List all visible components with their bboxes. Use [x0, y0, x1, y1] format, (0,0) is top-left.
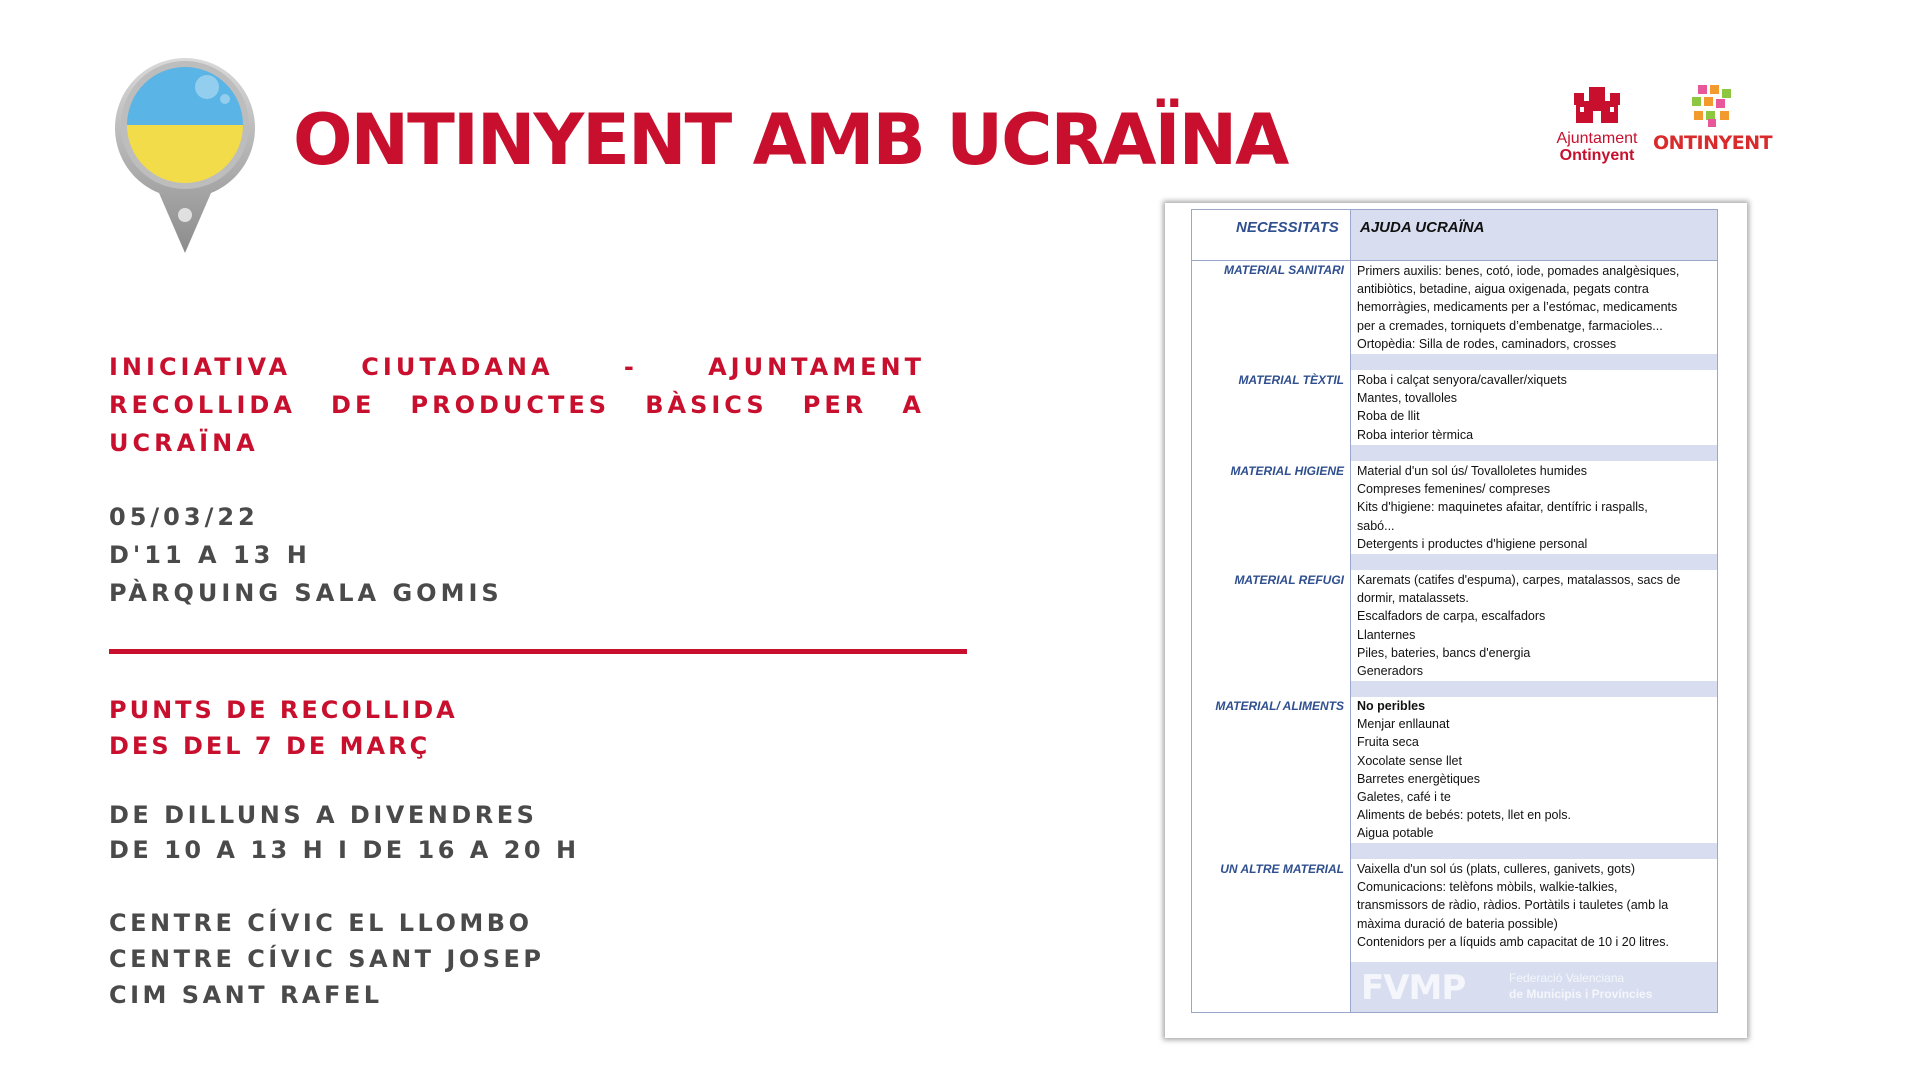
item-line: Compreses femenines/ compreses: [1357, 482, 1551, 497]
ajuntament-logo-line1: Ajuntament: [1556, 130, 1638, 147]
item-line: Detergents i productes d'higiene personal: [1357, 536, 1588, 551]
event-time: D'11 A 13 H: [109, 541, 311, 569]
intro-word: INICIATIVA: [109, 353, 292, 381]
needs-document: [1165, 203, 1747, 1038]
intro-word: A: [902, 391, 925, 419]
item-line: hemorràgies, medicaments per a l’estómac, medicaments: [1357, 300, 1678, 315]
item-line: Aliments de bebés: potets, llet en pols.: [1357, 808, 1572, 823]
intro-word: AJUNTAMENT: [708, 353, 925, 381]
item-line: Aigua potable: [1357, 826, 1434, 841]
item-line: Material d'un sol ús/ Tovalloletes humides: [1357, 464, 1588, 478]
item-line: Comunicacions: telèfons mòbils, walkie-talkies,: [1357, 880, 1618, 895]
intro-word: BÀSICS: [645, 391, 768, 419]
collection-points-title: [109, 692, 458, 764]
intro-word: DE: [331, 391, 376, 419]
item-line: transmissors de ràdio, ràdios. Portàtils i tauletes (amb la: [1357, 898, 1669, 913]
collection-title-line1: PUNTS DE RECOLLIDA: [109, 696, 458, 724]
ajuntament-logo-line2: Ontinyent: [1559, 147, 1635, 164]
intro-line-2: [109, 386, 925, 424]
collection-place: CENTRE CÍVIC EL LLOMBO: [109, 909, 533, 937]
category-label: MATERIAL HIGIENE: [1230, 464, 1344, 478]
item-line: Vaixella d'un sol ús (plats, culleres, ganivets, gots): [1357, 862, 1635, 876]
intro-line-1: [109, 348, 925, 386]
ukraine-flag-pin-icon: [107, 55, 263, 255]
schedule-days: DE DILLUNS A DIVENDRES: [109, 801, 538, 829]
header-ajuda: AJUDA UCRAÏNA: [1360, 219, 1485, 236]
collection-place: CIM SANT RAFEL: [109, 981, 383, 1009]
item-line: Roba i calçat senyora/cavaller/xiquets: [1357, 373, 1567, 387]
intro-word: PRODUCTES: [410, 391, 611, 419]
fvmp-sub-line2: de Municipis i Províncies: [1509, 987, 1653, 1001]
category-items: [1357, 860, 1712, 951]
item-line: dormir, matalassets.: [1357, 591, 1469, 606]
collection-schedule: [109, 798, 580, 868]
intro-word: RECOLLIDA: [109, 391, 296, 419]
category-items: [1357, 571, 1712, 680]
item-line: Llanternes: [1357, 627, 1416, 642]
event-info: [109, 498, 503, 612]
schedule-hours: DE 10 A 13 H I DE 16 A 20 H: [109, 836, 580, 864]
item-line: Ortopèdia: Silla de rodes, caminadors, crosses: [1357, 336, 1617, 351]
category-label: MATERIAL SANITARI: [1224, 263, 1344, 277]
intro-text: [109, 348, 925, 462]
event-place: PÀRQUING SALA GOMIS: [109, 579, 503, 607]
intro-word: PER: [802, 391, 868, 419]
ontinyent-logo-text: ONTINYENT: [1653, 132, 1773, 154]
category-items: [1357, 462, 1712, 553]
item-line: Xocolate sense llet: [1357, 753, 1462, 768]
item-line: Fruita seca: [1357, 735, 1419, 750]
ajuntament-ontinyent-logo: [1552, 85, 1642, 170]
item-line: Contenidors per a líquids amb capacitat de 10 i 20 litres.: [1357, 934, 1669, 949]
intro-word: -: [623, 353, 638, 381]
header-necessitats: NECESSITATS: [1236, 219, 1339, 236]
category-items: [1357, 697, 1712, 843]
item-line: Piles, bateries, bancs d'energia: [1357, 645, 1531, 660]
item-line: sabó...: [1357, 518, 1395, 533]
item-line: Roba de llit: [1357, 409, 1420, 424]
intro-line-3: UCRAÏNA: [109, 429, 259, 457]
collection-places: [109, 905, 544, 1013]
category-label: UN ALTRE MATERIAL: [1220, 862, 1344, 876]
page-title: ONTINYENT AMB UCRAÏNA: [293, 99, 1288, 181]
item-line: Escalfadors de carpa, escalfadors: [1357, 609, 1546, 624]
fvmp-footer: [1351, 962, 1717, 1012]
item-line: Roba interior tèrmica: [1357, 427, 1474, 442]
ontinyent-brand-logo: [1653, 85, 1772, 170]
item-line: Kits d'higiene: maquinetes afaitar, dentífric i raspalls,: [1357, 500, 1648, 515]
event-date: 05/03/22: [109, 503, 259, 531]
fvmp-subtitle: [1509, 970, 1652, 1002]
table-header: [1192, 210, 1717, 260]
logos: [1552, 85, 1772, 170]
castle-icon: [1572, 85, 1622, 125]
category-items: [1357, 262, 1712, 353]
fvmp-logo: FVMP: [1361, 968, 1466, 1008]
fvmp-sub-line1: Federació Valenciana: [1509, 971, 1625, 985]
category-items: [1357, 371, 1712, 444]
item-line: Mantes, tovalloles: [1357, 391, 1458, 406]
collection-place: CENTRE CÍVIC SANT JOSEP: [109, 945, 545, 973]
category-label: MATERIAL TÈXTIL: [1238, 373, 1344, 387]
intro-word: CIUTADANA: [361, 353, 554, 381]
needs-table: [1191, 209, 1718, 1013]
collection-title-line2: DES DEL 7 DE MARÇ: [109, 732, 431, 760]
category-label: MATERIAL/ ALIMENTS: [1215, 699, 1344, 713]
mosaic-icon: [1692, 85, 1734, 127]
item-line: Karemats (catifes d'espuma), carpes, matalassos, sacs de: [1357, 573, 1681, 587]
item-line: Generadors: [1357, 664, 1424, 679]
category-label: MATERIAL REFUGI: [1234, 573, 1344, 587]
item-line: per a cremades, torniquets d’embenatge, farmacioles...: [1357, 318, 1663, 333]
item-line: Primers auxilis: benes, cotó, iode, pomades analgèsiques,: [1357, 264, 1680, 278]
divider: [109, 649, 967, 654]
item-line: Menjar enllaunat: [1357, 717, 1450, 732]
item-line: No peribles: [1357, 699, 1426, 713]
item-line: Galetes, café i te: [1357, 790, 1451, 805]
item-line: antibiòtics, betadine, aigua oxigenada, pegats contra: [1357, 282, 1649, 297]
item-line: Barretes energètiques: [1357, 771, 1480, 786]
item-line: màxima duració de bateria possible): [1357, 916, 1558, 931]
